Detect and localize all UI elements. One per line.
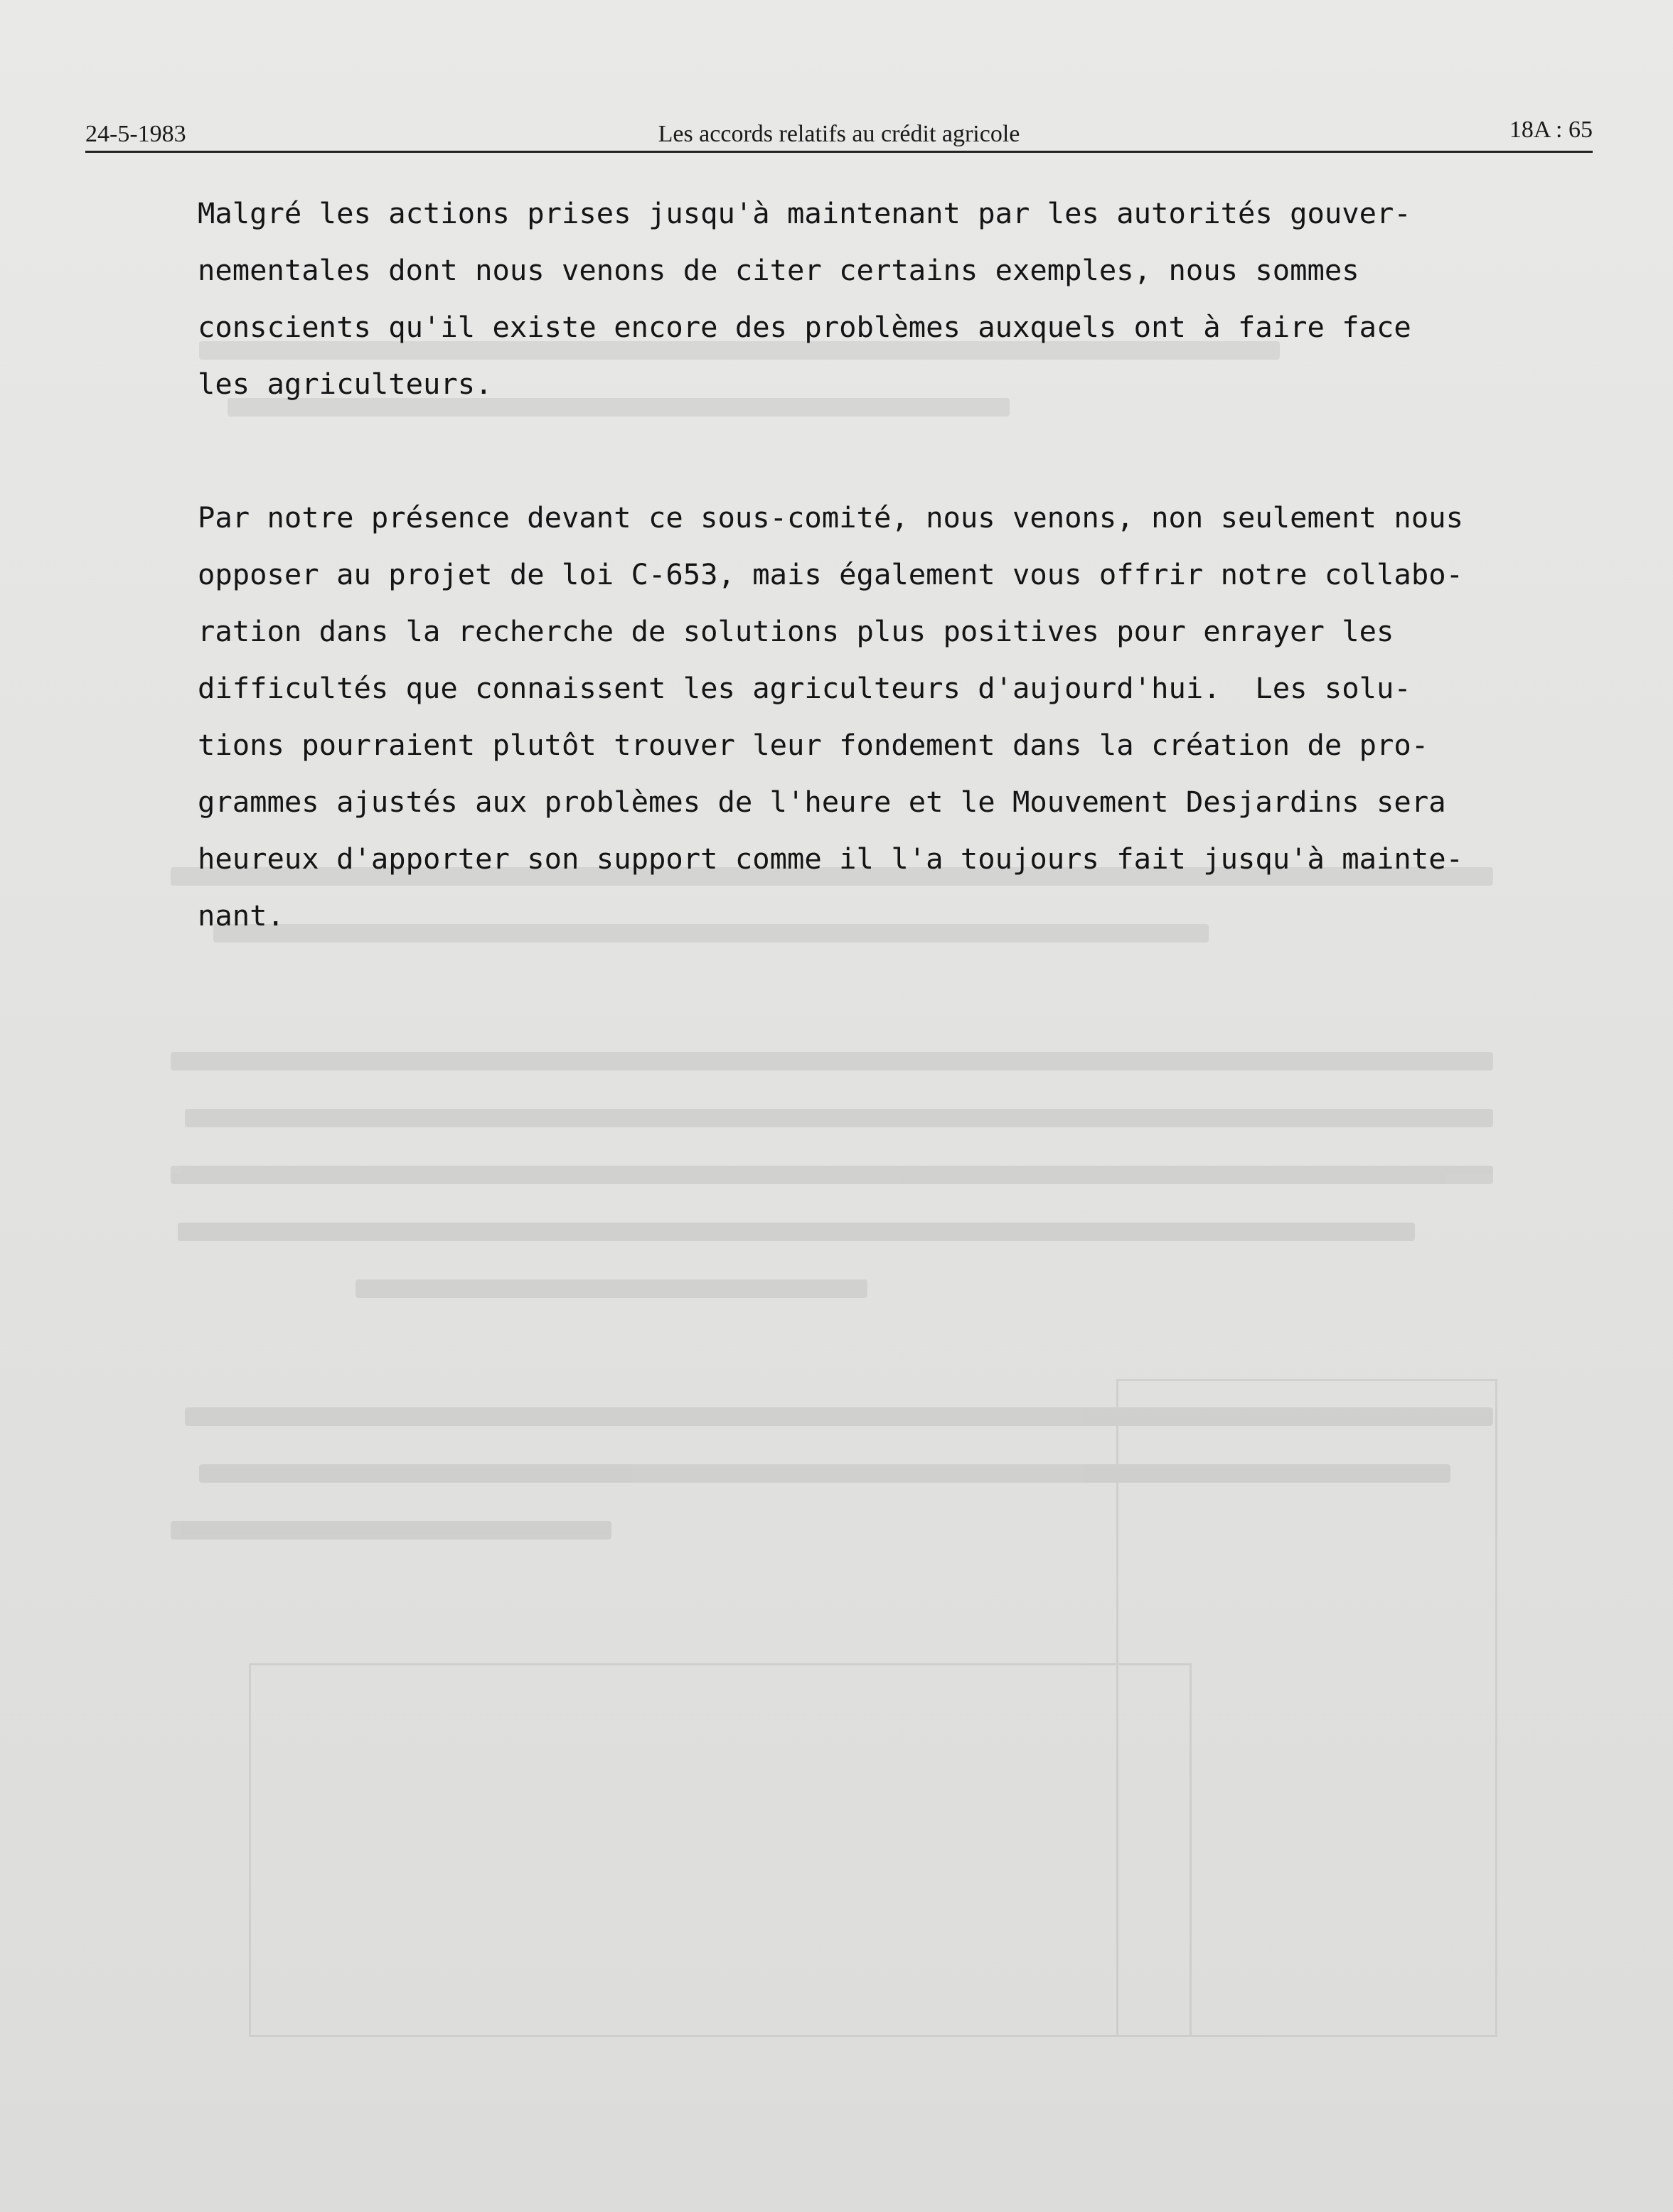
page-header bbox=[85, 114, 1593, 154]
text-line: nementales dont nous venons de citer certains exemples, nous sommes bbox=[198, 253, 1359, 287]
paragraph-gap bbox=[198, 412, 1591, 489]
text-line: difficultés que connaissent les agriculteurs d'aujourd'hui. Les solu- bbox=[198, 671, 1411, 705]
paragraph bbox=[198, 185, 1591, 412]
header-title: Les accords relatifs au crédit agricole bbox=[658, 121, 1020, 147]
text-line: les agriculteurs. bbox=[198, 367, 493, 401]
text-line: Malgré les actions prises jusqu'à maintenant par les autorités gouver- bbox=[198, 196, 1411, 230]
text-line: opposer au projet de loi C-653, mais également vous offrir notre collabo- bbox=[198, 557, 1463, 591]
paragraph bbox=[198, 489, 1591, 944]
header-page-number: 18A : 65 bbox=[1509, 117, 1593, 143]
text-line: tions pourraient plutôt trouver leur fondement dans la création de pro- bbox=[198, 728, 1429, 762]
text-line: conscients qu'il existe encore des problèmes auxquels ont à faire face bbox=[198, 310, 1411, 344]
text-line: Par notre présence devant ce sous-comité, nous venons, non seulement nous bbox=[198, 500, 1463, 535]
text-line: ration dans la recherche de solutions plus positives pour enrayer les bbox=[198, 614, 1394, 648]
header-rule bbox=[85, 151, 1593, 153]
text-line: nant. bbox=[198, 898, 284, 933]
text-line: grammes ajustés aux problèmes de l'heure et le Mouvement Desjardins sera bbox=[198, 785, 1446, 819]
header-date: 24-5-1983 bbox=[85, 121, 186, 147]
body-text bbox=[198, 185, 1591, 944]
text-line: heureux d'apporter son support comme il l'a toujours fait jusqu'à mainte- bbox=[198, 842, 1463, 876]
